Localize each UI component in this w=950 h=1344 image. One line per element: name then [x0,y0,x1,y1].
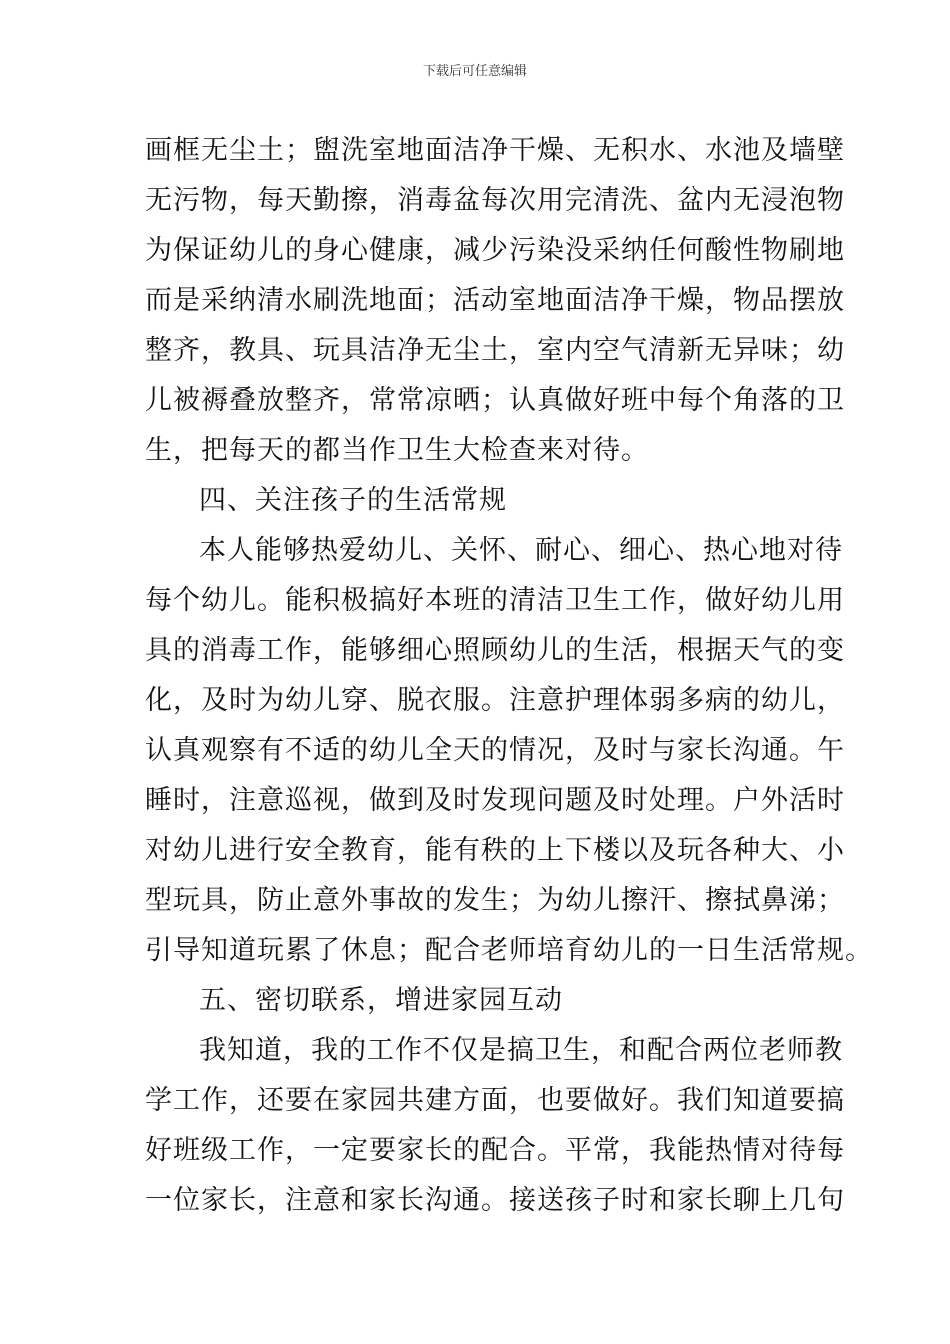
text-line: 而是采纳清水刷洗地面；活动室地面洁净干燥，物品摆放 [145,285,845,316]
text-line: 生，把每天的都当作卫生大检查来对待。 [145,435,649,466]
page-header: 下载后可任意编辑 [422,64,527,79]
text-line: 型玩具，防止意外事故的发生；为幼儿擦汗、擦拭鼻涕； [145,885,845,916]
text-line: 具的消毒工作，能够细心照顾幼儿的生活，根据天气的变 [145,635,845,666]
text-line: 画框无尘土；盥洗室地面洁净干燥、无积水、水池及墙壁 [145,135,845,166]
text-line: 引导知道玩累了休息；配合老师培育幼儿的一日生活常规。 [145,935,873,966]
paragraph-first-line: 本人能够热爱幼儿、关怀、耐心、细心、热心地对待 [199,535,843,566]
text-line: 认真观察有不适的幼儿全天的情况，及时与家长沟通。午 [145,735,845,766]
text-line: 睡时，注意巡视，做到及时发现问题及时处理。户外活时 [145,785,845,816]
text-line: 对幼儿进行安全教育，能有秩的上下楼以及玩各种大、小 [145,835,845,866]
section-heading: 四、关注孩子的生活常规 [199,485,507,516]
text-line: 学工作，还要在家园共建方面，也要做好。我们知道要搞 [145,1085,845,1116]
text-line: 整齐，教具、玩具洁净无尘土，室内空气清新无异味；幼 [145,335,845,366]
text-line: 化，及时为幼儿穿、脱衣服。注意护理体弱多病的幼儿， [145,685,845,716]
text-line: 每个幼儿。能积极搞好本班的清洁卫生工作，做好幼儿用 [145,585,845,616]
text-line: 儿被褥叠放整齐，常常凉晒；认真做好班中每个角落的卫 [145,385,845,416]
text-line: 无污物，每天勤擦，消毒盆每次用完清洗、盆内无浸泡物 [145,185,845,216]
section-heading: 五、密切联系，增进家园互动 [199,985,563,1016]
document-body [145,126,873,1226]
paragraph-first-line: 我知道，我的工作不仅是搞卫生，和配合两位老师教 [199,1035,843,1066]
text-line: 一位家长，注意和家长沟通。接送孩子时和家长聊上几句 [145,1185,845,1216]
text-line: 好班级工作，一定要家长的配合。平常，我能热情对待每 [145,1135,845,1166]
text-line: 为保证幼儿的身心健康，减少污染没采纳任何酸性物刷地 [145,235,845,266]
